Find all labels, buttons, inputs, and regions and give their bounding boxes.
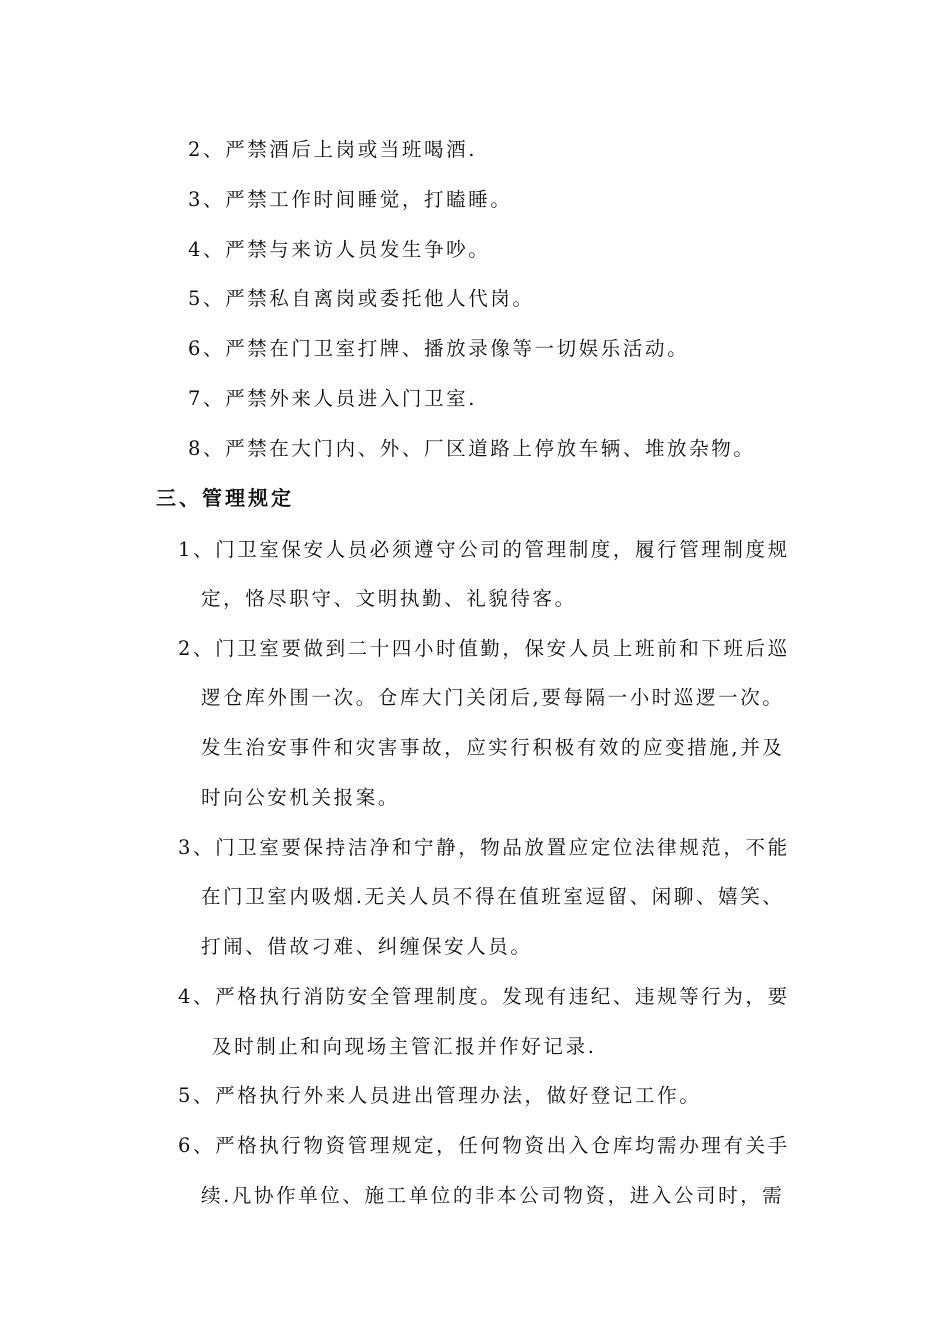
- prohibition-item: 4、严禁与来访人员发生争吵。: [188, 238, 491, 261]
- prohibition-item: 3、严禁工作时间睡觉，打瞌睡。: [188, 188, 513, 211]
- prohibition-item: 2、严禁酒后上岗或当班喝酒.: [188, 138, 478, 161]
- rule-item-continuation: 在门卫室内吸烟.无关人员不得在值班室逗留、闲聊、嬉笑、: [201, 885, 785, 908]
- prohibition-item: 5、严禁私自离岗或委托他人代岗。: [188, 287, 535, 310]
- rule-item-continuation: 续.凡协作单位、施工单位的非本公司物资，进入公司时，需: [201, 1184, 785, 1207]
- rule-item: 2、门卫室要做到二十四小时值勤，保安人员上班前和下班后巡: [178, 637, 790, 660]
- prohibition-item: 6、严禁在门卫室打牌、播放录像等一切娱乐活动。: [188, 337, 690, 360]
- prohibition-item: 7、严禁外来人员进入门卫室.: [188, 387, 478, 410]
- rule-item-continuation: 时向公安机关报案。: [201, 786, 400, 809]
- rule-item: 4、严格执行消防安全管理制度。发现有违纪、违规等行为，要: [178, 985, 790, 1008]
- rule-item-continuation: 定，恪尽职守、文明执勤、礼貌待客。: [201, 587, 577, 610]
- rule-item: 3、门卫室要保持洁净和宁静，物品放置应定位法律规范，不能: [178, 836, 790, 859]
- rule-item: 5、严格执行外来人员进出管理办法，做好登记工作。: [178, 1084, 702, 1107]
- section-heading: 三、管理规定: [156, 486, 294, 510]
- rule-item: 6、严格执行物资管理规定，任何物资出入仓库均需办理有关手: [178, 1134, 790, 1157]
- rule-item-continuation: 及时制止和向现场主管汇报并作好记录.: [212, 1035, 597, 1058]
- rule-item-continuation: 打闹、借故刁难、纠缠保安人员。: [201, 935, 533, 958]
- rule-item: 1、门卫室保安人员必须遵守公司的管理制度，履行管理制度规: [178, 538, 790, 561]
- prohibition-item: 8、严禁在大门内、外、厂区道路上停放车辆、堆放杂物。: [188, 437, 756, 460]
- rule-item-continuation: 逻仓库外围一次。仓库大门关闭后,要每隔一小时巡逻一次。: [201, 686, 785, 709]
- rule-item-continuation: 发生治安事件和灾害事故，应实行积极有效的应变措施,并及: [201, 736, 785, 759]
